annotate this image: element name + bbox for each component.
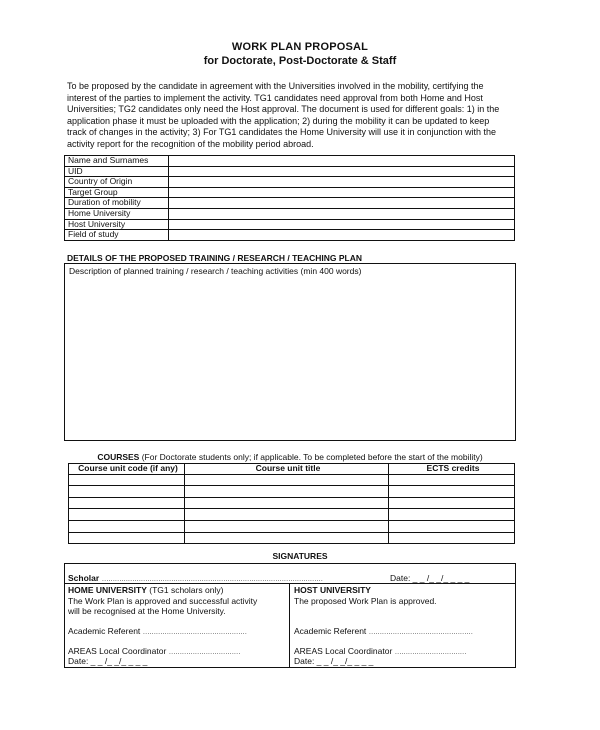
course-cell[interactable] [185,497,389,509]
scholar-signature[interactable] [68,573,323,583]
info-value-field[interactable] [169,230,515,241]
info-label: Home University [65,208,169,219]
academic-referent-label: Academic Referent [294,626,367,636]
info-value-field[interactable] [169,198,515,209]
courses-note: (For Doctorate students only; if applicable. To be completed before the start of the mobility) [139,452,483,462]
info-label: Field of study [65,230,169,241]
column-header: Course unit code (if any) [69,464,185,475]
course-cell[interactable] [185,509,389,521]
intro-line: activity report for the recognition of the mobility period abroad. [67,138,314,149]
course-cell[interactable] [69,520,185,532]
signature-line: …………………………… [168,649,241,656]
info-value-field[interactable] [169,156,515,167]
academic-referent-label: Academic Referent [68,626,141,636]
intro-line: track of changes in the activity; 3) For TG1 candidates the Home University will use it in conjunction with the [67,127,497,137]
info-row [65,219,515,230]
table-row [69,532,515,544]
home-university-title [68,585,223,595]
signature-line: …………………………… [394,649,467,656]
home-text: will be recognised at the Home University. [68,606,226,616]
info-label: UID [65,166,169,177]
course-cell[interactable] [69,486,185,498]
info-row [65,177,515,188]
info-row [65,208,515,219]
signatures-divider [64,583,516,584]
courses-header-row [69,464,515,475]
info-label: Target Group [65,187,169,198]
column-header: ECTS credits [389,464,515,475]
info-value-field[interactable] [169,187,515,198]
course-cell[interactable] [185,532,389,544]
intro-line: Universities; TG2 candidates only need the Host approval. The document is used for different goals: 1) in the [67,104,500,114]
info-value-field[interactable] [169,208,515,219]
info-row [65,156,515,167]
page-title: WORK PLAN PROPOSAL [231,41,369,53]
course-cell[interactable] [389,486,515,498]
home-text: The Work Plan is approved and successful activity [68,596,258,606]
course-cell[interactable] [389,532,515,544]
info-row [65,230,515,241]
course-cell[interactable] [185,520,389,532]
intro-line: application phase it must be uploaded with the application; 2) during the mobility it can be updated to keep [67,115,490,126]
course-cell[interactable] [389,520,515,532]
info-label: Host University [65,219,169,230]
courses-label: COURSES [97,452,140,462]
signatures-heading: SIGNATURES [272,551,328,561]
table-row [69,497,515,509]
course-cell[interactable] [389,474,515,486]
course-cell[interactable] [389,509,515,521]
course-cell[interactable] [185,474,389,486]
home-university-note: (TG1 scholars only) [146,585,224,595]
plan-heading: DETAILS OF THE PROPOSED TRAINING / RESEARCH / TEACHING PLAN [67,253,362,263]
info-label: Duration of mobility [65,198,169,209]
table-row [69,520,515,532]
course-cell[interactable] [69,474,185,486]
info-value-field[interactable] [169,219,515,230]
courses-table [68,463,515,544]
column-header: Course unit title [185,464,389,475]
table-row [69,509,515,521]
home-areas-coordinator[interactable] [68,646,240,656]
plan-description-box[interactable] [64,263,516,441]
signature-line: ………………………………………… [368,629,473,636]
plan-description-label: Description of planned training / research / teaching activities (min 400 words) [69,266,362,276]
host-university-title: HOST UNIVERSITY [294,585,371,595]
home-university-label: HOME UNIVERSITY [68,585,147,595]
info-label: Name and Surnames [65,156,169,167]
info-value-field[interactable] [169,166,515,177]
home-date[interactable]: Date: _ _ /_ _/_ _ _ _ [68,656,148,666]
intro-line: To be proposed by the candidate in agreement with the Universities involved in the mobility, certifying the [67,81,484,91]
info-row [65,198,515,209]
info-value-field[interactable] [169,177,515,188]
signature-line: ………………………………………… [142,629,247,636]
scholar-signature-line: ………………………………………………………………………………………… [101,576,323,583]
course-cell[interactable] [389,497,515,509]
scholar-date[interactable]: Date: _ _ /_ _/_ _ _ _ [390,573,470,583]
course-cell[interactable] [185,486,389,498]
home-academic-referent[interactable] [68,626,247,636]
areas-coordinator-label: AREAS Local Coordinator [294,646,393,656]
scholar-label: Scholar [68,573,100,583]
info-label: Country of Origin [65,177,169,188]
intro-line: interest of the parties to implement the activity. TG1 candidates need approval from both Home and Host [67,92,483,103]
signatures-column-divider [289,583,290,668]
table-row [69,474,515,486]
candidate-info-table [64,155,515,241]
host-date[interactable]: Date: _ _ /_ _/_ _ _ _ [294,656,374,666]
host-academic-referent[interactable] [294,626,473,636]
course-cell[interactable] [69,497,185,509]
info-row [65,166,515,177]
host-areas-coordinator[interactable] [294,646,466,656]
areas-coordinator-label: AREAS Local Coordinator [68,646,167,656]
page-subtitle: for Doctorate, Post-Doctorate & Staff [203,55,397,67]
course-cell[interactable] [69,532,185,544]
courses-heading [64,452,516,462]
info-row [65,187,515,198]
table-row [69,486,515,498]
host-text: The proposed Work Plan is approved. [294,596,437,606]
course-cell[interactable] [69,509,185,521]
intro-paragraph [67,81,515,150]
